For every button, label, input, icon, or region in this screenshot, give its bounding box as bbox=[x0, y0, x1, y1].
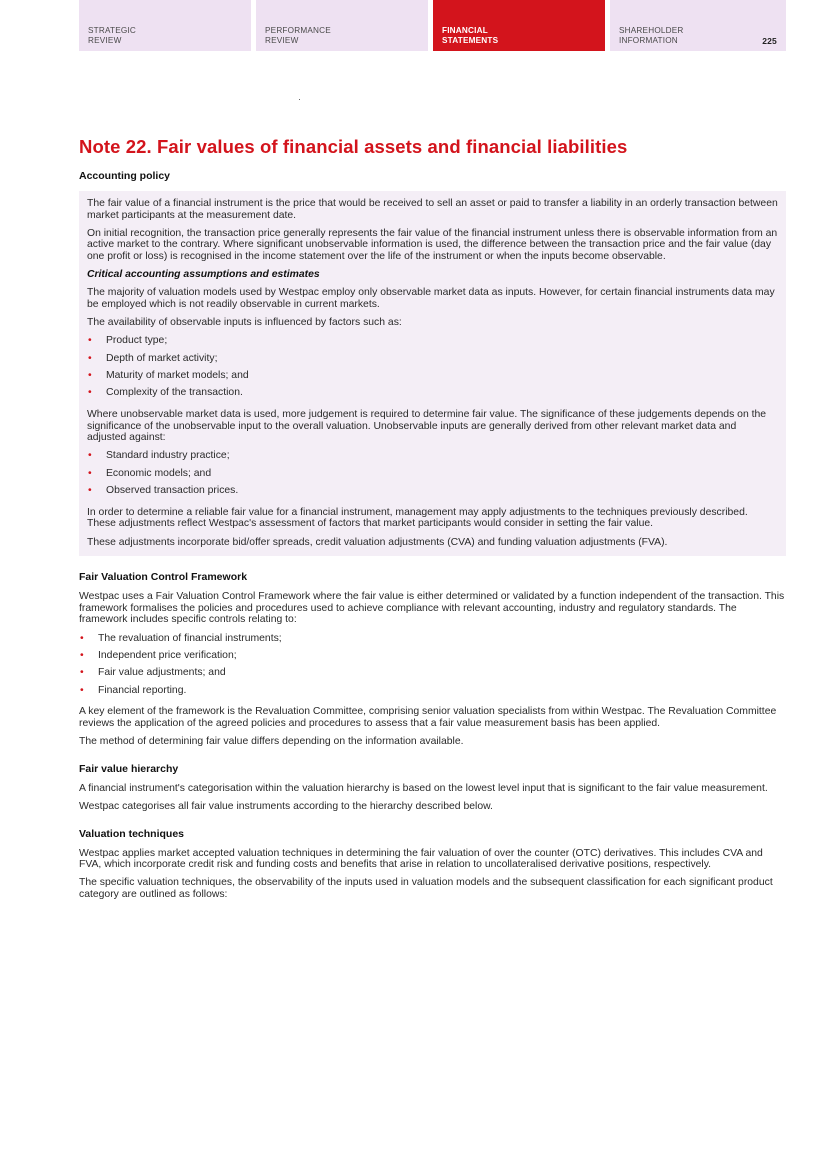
controls-list bbox=[79, 633, 786, 697]
list-item: • Fair value adjustments; and bbox=[79, 667, 786, 679]
tab-financial-statements[interactable] bbox=[433, 0, 605, 51]
list-item: • Economic models; and bbox=[87, 468, 778, 480]
list-item: • Product type; bbox=[87, 335, 778, 347]
list-item: • The revaluation of financial instruments; bbox=[79, 633, 786, 645]
hierarchy-section bbox=[79, 763, 786, 813]
hierarchy-heading: Fair value hierarchy bbox=[79, 762, 179, 775]
note-content bbox=[79, 136, 786, 907]
tab-label: STATEMENTS bbox=[442, 35, 499, 45]
tab-performance-review[interactable] bbox=[256, 0, 428, 51]
page-title: Note 22. Fair values of financial assets and financial liabilities bbox=[79, 136, 628, 157]
paragraph: The specific valuation techniques, the observability of the inputs used in valuation models and the subsequent classification for each significant product category are outlined as follows: bbox=[79, 877, 773, 900]
tab-label: INFORMATION bbox=[619, 35, 678, 45]
paragraph: Westpac categorises all fair value instruments according to the hierarchy described below. bbox=[79, 800, 493, 812]
list-item: • Depth of market activity; bbox=[87, 353, 778, 365]
paragraph: In order to determine a reliable fair value for a financial instrument, management may apply adjustments to the techniques previously described. These adjustments reflect Westpac's assessment of factors that market participants would consider in setting the fair value. bbox=[87, 506, 748, 530]
framework-section bbox=[79, 571, 786, 748]
paragraph: On initial recognition, the transaction price generally represents the fair value of the financial instrument unless there is observable information from an active market to the contrary. Where significant unobservable information is used, the difference between the transaction price and the fair value (day one profit or loss) is recognised in the income statement over the life of the instrument or when the inputs become observable. bbox=[87, 227, 778, 262]
critical-estimates-heading: Critical accounting assumptions and estimates bbox=[87, 269, 320, 281]
techniques-section bbox=[79, 828, 786, 901]
page-number: 225 bbox=[762, 36, 777, 46]
list-item: • Complexity of the transaction. bbox=[87, 387, 778, 399]
paragraph: Westpac applies market accepted valuation techniques in determining the fair valuation of over the counter (OTC) derivatives. This includes CVA and FVA, which incorporate credit risk and funding costs and benefits that arise in relation to uncollateralised derivative positions, respectively. bbox=[79, 847, 763, 871]
accounting-policy-heading: Accounting policy bbox=[79, 170, 171, 182]
section-nav bbox=[79, 0, 786, 51]
paragraph: Westpac uses a Fair Valuation Control Framework where the fair value is either determined or validated by a function independent of the transaction. This framework formalises the policies and procedures used to achieve compliance with relevant accounting, industry and regulatory standards. The framework includes specific controls relating to: bbox=[79, 591, 785, 626]
tab-label: FINANCIAL bbox=[442, 26, 488, 35]
list-item: • Standard industry practice; bbox=[87, 450, 778, 462]
paragraph: A financial instrument's categorisation within the valuation hierarchy is based on the lowest level input that is significant to the fair value measurement. bbox=[79, 782, 768, 794]
paragraph: These adjustments incorporate bid/offer spreads, credit valuation adjustments (CVA) and funding valuation adjustments (FVA). bbox=[87, 536, 668, 548]
list-item: • Observed transaction prices. bbox=[87, 485, 778, 497]
paragraph: The fair value of a financial instrument is the price that would be received to sell an asset or paid to transfer a liability in an orderly transaction between market participants at the measurement date. bbox=[87, 198, 778, 221]
tab-label: REVIEW bbox=[88, 35, 122, 45]
tab-label: STRATEGIC bbox=[88, 26, 137, 35]
accounting-policy-box bbox=[79, 191, 786, 556]
list-item: • Independent price verification; bbox=[79, 650, 786, 662]
tab-shareholder-information[interactable] bbox=[610, 0, 786, 51]
tab-label: REVIEW bbox=[265, 35, 299, 45]
paragraph: The majority of valuation models used by Westpac employ only observable market data as inputs. However, for certain financial instruments data may be employed which is not readily observable in current markets. bbox=[87, 287, 775, 310]
framework-heading: Fair Valuation Control Framework bbox=[79, 571, 248, 584]
paragraph: Where unobservable market data is used, more judgement is required to determine fair value. The significance of these judgements depends on the significance of the unobservable input to the overall valuation. Unobservable inputs are generally derived from other relevant market data and adjusted against: bbox=[87, 409, 767, 444]
tab-label: SHAREHOLDER bbox=[619, 26, 684, 35]
techniques-heading: Valuation techniques bbox=[79, 827, 185, 840]
paragraph: The method of determining fair value differs depending on the information available. bbox=[79, 736, 464, 748]
list-item: • Financial reporting. bbox=[79, 685, 786, 697]
paragraph: A key element of the framework is the Revaluation Committee, comprising senior valuation specialists from within Westpac. The Revaluation Committee reviews the application of the agreed policies and procedures to assess that a fair value measurement basis has been applied. bbox=[79, 706, 777, 729]
tab-label: PERFORMANCE bbox=[265, 26, 331, 35]
adjustments-list bbox=[87, 450, 778, 496]
stray-dot bbox=[299, 99, 300, 100]
list-item: • Maturity of market models; and bbox=[87, 370, 778, 382]
tab-strategic-review[interactable] bbox=[79, 0, 251, 51]
paragraph: The availability of observable inputs is influenced by factors such as: bbox=[87, 317, 402, 329]
factors-list bbox=[87, 335, 778, 399]
